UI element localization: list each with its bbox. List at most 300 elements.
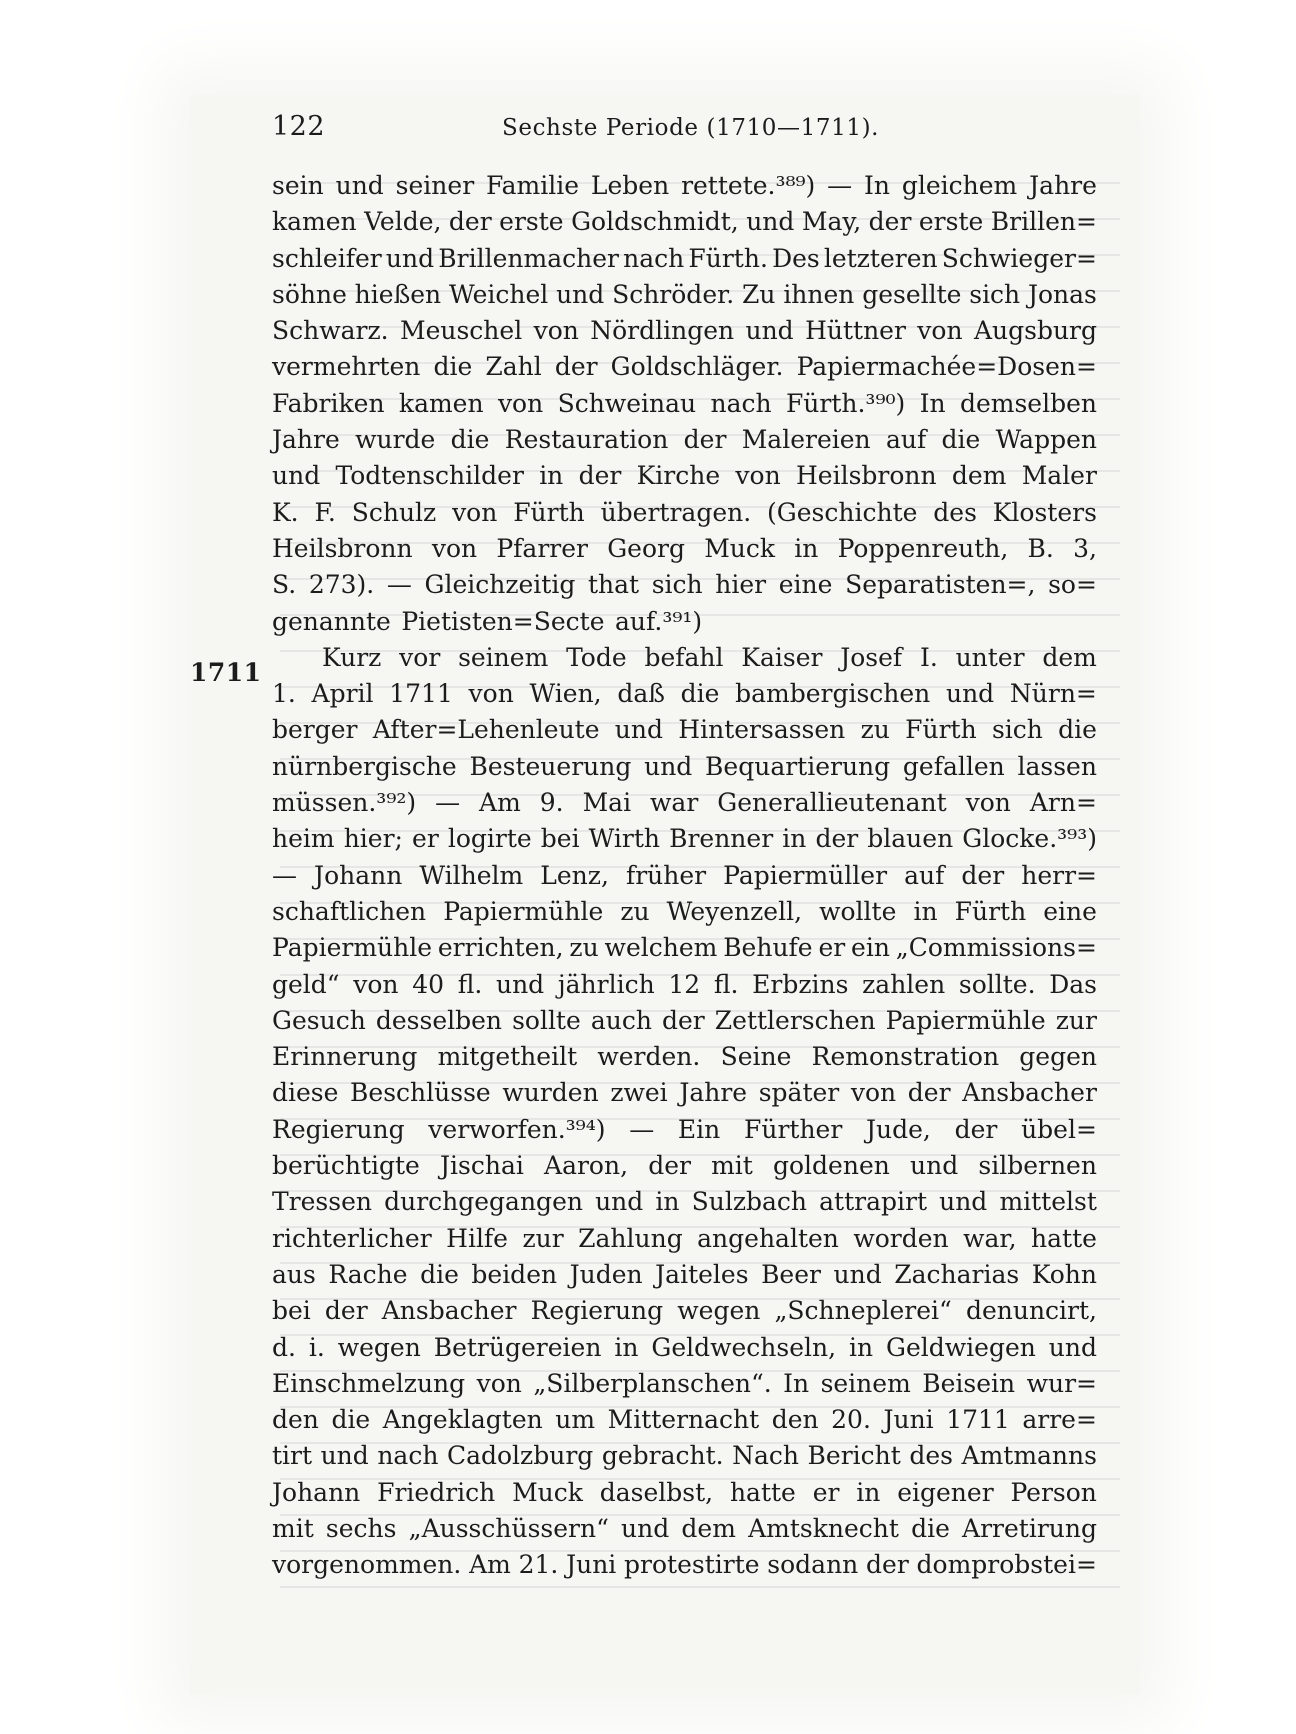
word: Leben [590,171,670,200]
word: seinem [820,1368,911,1398]
word: wur= [1026,1368,1097,1398]
word: Weichel [448,279,549,309]
word: zur [522,1223,564,1253]
word: Ansbacher [962,1078,1097,1108]
word: Regierung [272,1114,405,1144]
word: Meuschel [399,316,523,346]
word: genannte [272,606,391,636]
text-line [272,1402,1097,1438]
word: rettete.³⁸⁹) [681,171,816,200]
word: silbernen [978,1151,1097,1181]
word: Augsburg [973,316,1097,346]
word: von [468,679,514,709]
word: von [850,1078,897,1108]
word: richterlicher [272,1223,432,1253]
word: angehalten [697,1223,839,1253]
word: K. [272,497,299,527]
word: Familie [486,171,580,200]
word: Betrügereien [433,1332,602,1362]
text-line [272,676,1097,712]
word: Nördlingen [590,316,735,346]
word: Gesuch [272,1005,366,1035]
text-line [272,749,1097,785]
word: zu [569,933,599,963]
word: Hintersassen [678,715,846,745]
word: in [848,1332,874,1362]
text-line [272,313,1097,349]
margin-year-note: 1711 [190,658,262,687]
word: müssen.³⁹²) [272,788,417,818]
word: bei [272,1296,311,1326]
word: dem [951,461,1007,491]
word: „Schneplerei“ [774,1296,952,1326]
word: beiden [471,1259,558,1289]
word: erste [918,207,984,237]
word: errichten, [437,933,564,963]
word: sich [969,279,1021,309]
text-line [272,1039,1097,1075]
word: der [954,1114,998,1144]
word: Schwarz. [272,316,389,346]
word: die [331,1405,371,1435]
text-line [272,604,1097,640]
word: in [655,1187,680,1217]
word: die [680,679,720,709]
word: April [311,679,374,709]
word: blauen [867,824,954,854]
word: Heilsbronn [795,461,937,491]
word: in [614,1332,639,1362]
word: Wirth [588,824,661,854]
word: gebracht. [601,1441,724,1471]
word: Jischai [440,1151,524,1181]
word: goldenen [773,1151,890,1181]
word: von [452,497,498,527]
word: hier [715,570,767,600]
word: und [320,1441,369,1471]
word: Erbzins [752,969,849,999]
word: den [272,1405,319,1435]
word: später [758,1078,840,1108]
word: nach [377,1441,439,1471]
word: Aaron, [544,1151,629,1181]
word: eigener [897,1477,994,1507]
word: Papiermühle [885,1005,1046,1035]
text-line [272,422,1097,458]
text-line [272,1184,1097,1220]
word: bambergischen [735,679,931,709]
word: Josef [840,642,903,672]
word: — [386,570,412,600]
word: 21. [518,1550,559,1580]
text-line [272,1148,1097,1184]
word: früher [625,860,707,890]
word: May, [801,207,862,237]
word: so= [1048,570,1097,600]
word: zur [1055,1005,1097,1035]
word: Muck [512,1477,583,1507]
word: Amtsknecht [748,1513,899,1543]
word: Cadolzburg [446,1441,594,1471]
word: übel= [1021,1114,1097,1144]
word: denuncirt, [965,1296,1097,1326]
text-line [272,1475,1097,1511]
word: er [812,1477,840,1507]
word: worden [853,1223,949,1253]
word: Maler [1021,461,1097,491]
word: gegen [1019,1042,1097,1072]
word: I. [919,642,938,672]
word: Generallieutenant [717,788,947,818]
word: Papiermachée=Dosen= [796,352,1097,382]
word: Goldschmidt, [571,207,739,237]
text-line [272,168,1097,204]
word: verworfen.³⁹⁴) [428,1114,606,1144]
word: welchem [604,933,718,963]
word: Beisein [922,1368,1016,1398]
word: Johann [272,1477,361,1507]
word: berüchtigte [272,1151,420,1181]
word: Fürther [744,1114,843,1144]
word: war, [963,1223,1017,1253]
word: von [917,316,963,346]
word: und [272,461,321,491]
word: und [614,715,664,745]
word: Jahre [679,1078,748,1108]
word: sein [272,171,324,200]
word: dem [681,1513,736,1543]
word: Muck [704,533,776,563]
word: Fürth.³⁹⁰) [785,388,906,418]
word: Klosters [992,497,1097,527]
word: Tode [566,642,627,672]
word: Fürth [513,497,585,527]
word: eine [1043,896,1097,926]
text-line [272,821,1097,857]
word: Geldwiegen [886,1332,1036,1362]
word: Todtenschilder [335,461,524,491]
word: desselben [375,1005,503,1035]
word: der [448,207,492,237]
word: seiner [395,171,475,200]
word: und [1048,1332,1097,1362]
word: um [555,1405,596,1435]
word: durchgegangen [384,1187,583,1217]
text-line [272,349,1097,385]
word: Juni [883,1405,934,1435]
text-line [272,930,1097,966]
word: Poppenreuth, [837,533,1009,563]
word: Behufe [723,933,813,963]
word: zu [860,715,890,745]
word: wegen [677,1296,761,1326]
word: zahlen [862,969,946,999]
word: Sulzbach [691,1187,808,1217]
word: 273). [308,570,375,600]
word: vermehrten [272,352,421,382]
word: — [827,171,853,200]
word: mit [711,1151,753,1181]
word: Am [469,1550,511,1580]
word: daselbst, [599,1477,714,1507]
word: ein [851,933,890,963]
word: des [933,497,977,527]
word: von [965,788,1011,818]
word: Amtmanns [961,1441,1097,1471]
word: sich [991,715,1043,745]
page-number: 122 [272,111,326,142]
word: Juni [566,1550,617,1580]
word: übertragen. [600,497,752,527]
word: Rache [328,1259,408,1289]
word: der [683,425,727,455]
word: und [595,1187,644,1217]
word: geld“ [272,969,340,999]
word: sodann [767,1550,859,1580]
word: werden. [597,1042,701,1072]
word: Jaiteles [655,1259,749,1289]
word: in [856,1477,881,1507]
word: arre= [1022,1405,1097,1435]
text-line [272,567,1097,603]
word: 9. [539,788,564,818]
word: Jahre [1029,171,1097,200]
word: Wappen [995,425,1097,455]
word: Pfarrer [496,533,588,563]
word: „Commissions= [895,933,1097,963]
text-line [272,858,1097,894]
word: von [431,533,478,563]
word: Mitternacht [607,1405,760,1435]
word: kamen [272,207,357,237]
word: Des [772,243,820,273]
word: 1711 [389,679,453,709]
word: und [556,279,605,309]
word: die [941,425,981,455]
word: Zacharias [894,1259,1020,1289]
word: (Geschichte [767,497,918,527]
word: Papiermühle [443,896,604,926]
text-body [272,168,1097,1584]
word: Schulz [351,497,437,527]
word: dem [1042,642,1097,672]
word: gesellte [862,279,962,309]
word: Tressen [272,1187,372,1217]
word: that [587,570,640,600]
word: von [353,969,399,999]
word: Zettlerschen [714,1005,876,1035]
word: tirt [272,1441,313,1471]
word: vorgenommen. [272,1550,462,1580]
word: Ein [677,1114,721,1144]
word: Juden [569,1259,643,1289]
word: ihnen [783,279,855,309]
word: von [533,316,579,346]
word: hatte [1031,1223,1097,1253]
word: Angeklagten [382,1405,543,1435]
word: Jonas [1027,279,1097,309]
text-line [272,204,1097,240]
word: Schröder. [612,279,735,309]
word: Person [1010,1477,1097,1507]
word: In [783,1368,810,1398]
word: die [420,1259,459,1289]
word: die [911,1513,950,1543]
word: hier; [343,824,403,854]
word: und [335,171,384,200]
word: in [539,461,564,491]
word: diese [272,1078,339,1108]
word: aus [272,1259,316,1289]
word: fl. [713,969,739,999]
word: Nach [732,1441,800,1471]
word: jährlich [557,969,655,999]
word: Fabriken [272,388,385,418]
word: auch [590,1005,652,1035]
word: seinem [458,642,549,672]
word: die [433,352,473,382]
word: der [866,1550,909,1580]
word: sollte [512,1005,581,1035]
word: F. [314,497,336,527]
word: In [919,388,946,418]
word: Beschlüsse [350,1078,491,1108]
word: wegen [337,1332,421,1362]
word: Georg [607,533,685,563]
text-line [272,1003,1097,1039]
word: Mai [582,788,632,818]
word: Gleichzeitig [424,570,576,600]
word: Kurz [322,642,382,672]
word: Papiermühle [272,933,433,963]
word: und [939,1187,988,1217]
text-line [272,495,1097,531]
word: Zahl [485,352,542,382]
word: Beer [761,1259,821,1289]
word: der [324,1296,368,1326]
text-line [272,967,1097,1003]
word: Das [1049,969,1097,999]
word: Ansbacher [381,1296,517,1326]
word: demselben [959,388,1097,418]
word: wollte [819,896,897,926]
word: Remonstration [811,1042,1000,1072]
word: der [907,1078,951,1108]
word: die [450,425,490,455]
word: Einschmelzung [272,1368,466,1398]
word: d. [272,1332,296,1362]
word: Schwieger= [941,243,1097,273]
word: Pietisten=Secte [401,606,605,636]
word: in [794,533,819,563]
word: und [746,207,795,237]
word: Bequartierung [705,751,891,781]
word: gleichem [901,171,1018,200]
word: berger [272,715,358,745]
word: von [735,461,781,491]
word: fl. [457,969,483,999]
word: logirte [447,824,532,854]
word: Lenz, [540,860,609,890]
text-line [272,1547,1097,1583]
word: „Silberplanschen“. [533,1368,772,1398]
word: domprobstei= [916,1550,1097,1580]
word: Schweinau [557,388,697,418]
word: und [833,1259,882,1289]
word: nach [623,243,685,273]
word: 20. [831,1405,871,1435]
word: attrapirt [819,1187,927,1217]
running-head: Sechste Periode (1710—1711). [502,115,880,141]
word: Glocke.³⁹³) [962,824,1097,854]
word: lassen [1017,751,1097,781]
word: auf [904,860,945,890]
word: Brillen= [990,207,1097,237]
word: Velde, [364,207,442,237]
word: in [782,824,807,854]
word: After=Lehenleute [372,715,600,745]
text-line [272,241,1097,277]
word: und [495,969,545,999]
word: Bericht [807,1441,901,1471]
word: nürnbergische [272,751,457,781]
word: Kohn [1031,1259,1097,1289]
word: und [385,243,435,273]
word: sollte. [958,969,1036,999]
word: eine [778,570,833,600]
text-line [272,458,1097,494]
word: und [910,1151,959,1181]
word: — [435,788,461,818]
text-line [272,386,1097,422]
word: der [578,461,622,491]
word: die [1058,715,1097,745]
word: Nürn= [1009,679,1097,709]
word: bei [540,824,580,854]
word: zwei [610,1078,668,1108]
word: den [771,1405,819,1435]
word: gefallen [902,751,1005,781]
word: Fürth [905,715,977,745]
word: Am [479,788,521,818]
word: auf.³⁹¹) [615,606,703,636]
word: Erinnerung [272,1042,418,1072]
word: war [650,788,699,818]
word: und [621,1513,670,1543]
text-line [272,1330,1097,1366]
word: und [945,679,995,709]
text-line [272,712,1097,748]
text-line [272,785,1097,821]
word: Zu [742,279,776,309]
word: Zahlung [578,1223,683,1253]
word: Hüttner [805,316,906,346]
word: er [412,824,439,854]
word: der [554,352,598,382]
word: Restauration [504,425,669,455]
text-line [272,640,1097,676]
word: vor [399,642,441,672]
word: Fürth [954,896,1027,926]
word: 40 [412,969,445,999]
word: und [745,316,794,346]
text-line [272,1511,1097,1547]
word: sich [651,570,703,600]
text-line [272,1293,1097,1329]
word: — [629,1114,655,1144]
text-line [272,1366,1097,1402]
word: wurde [355,425,436,455]
